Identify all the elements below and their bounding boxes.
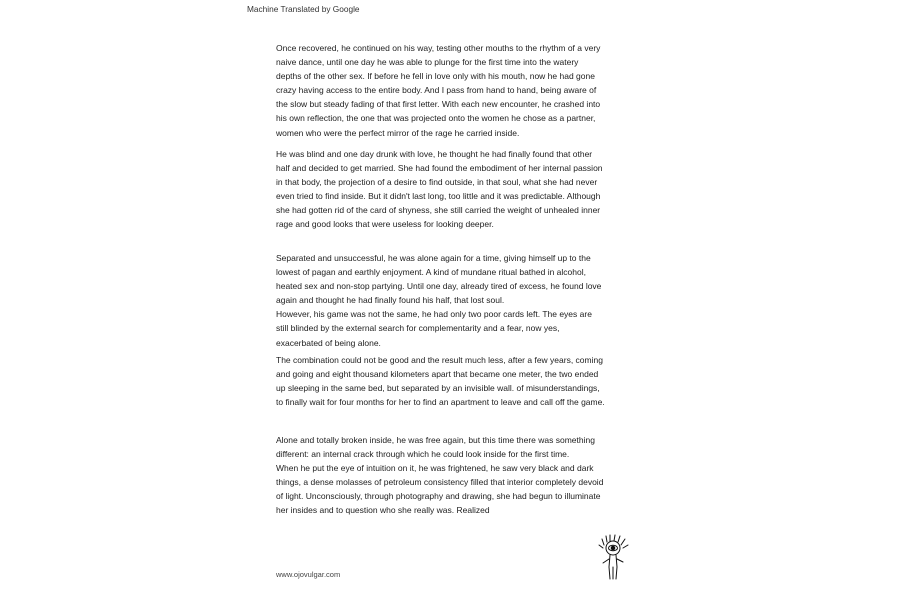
paragraph-2: He was blind and one day drunk with love, he thought he had finally found that other half and decided to get married. She had found the embodiment of her internal passion in that body, the projection of a desire to find outside, in that soul, what she had never even tried to find inside. But it didn't last long, too little and it was predictable. Although she had gotten rid of the card of shyness, she still carried the weight of unhealed inner rage and good looks that were useless for looking deeper. [276, 149, 603, 230]
paragraph-1: Once recovered, he continued on his way, testing other mouths to the rhythm of a very naive dance, until one day he was able to plunge for the first time into the watery depths of the other sex. If before he fell in love only with his mouth, now he had gone crazy having access to the entire body. And I pass from hand to hand, being aware of the slow but steady fading of that first letter. With each new encounter, he crashed into his own reflection, the one that was projected onto the women he chose as a partner, women who were the perfect mirror of the rage he carried inside. [276, 43, 601, 138]
website-link[interactable]: www.ojovulgar.com [276, 570, 341, 579]
translation-header: Machine Translated by Google [247, 4, 360, 14]
eye-figure-logo-icon [598, 533, 630, 581]
paragraph-3: Separated and unsuccessful, he was alone again for a time, giving himself up to the lowest of pagan and earthly enjoyment. A kind of mundane ritual bathed in alcohol, heated sex and non-stop partying. Until one day, already tired of excess, he found love again and thought he had finally found his half, that lost soul. However, his game was not the same, he had only two poor cards left. The eyes are still blinded by the external search for complementarity and a fear, now yes, exacerbated of being alone. [276, 253, 602, 348]
paragraph-5: Alone and totally broken inside, he was free again, but this time there was something different: an internal crack through which he could look inside for the first time. When he put the eye of intuition on it, he was frightened, he saw very black and dark things, a dense molasses of petroleum consistency filled that interior completely devoid of light. Unconsciously, through photography and drawing, she had begun to illuminate her insides and to question who she really was. Realized [276, 435, 604, 516]
paragraph-4: The combination could not be good and the result much less, after a few years, coming and going and eight thousand kilometers apart that became one meter, the two ended up sleeping in the same bed, but separated by an invisible wall. of misunderstandings, to finally wait for four months for her to find an apartment to leave and call off the game. [276, 355, 605, 408]
